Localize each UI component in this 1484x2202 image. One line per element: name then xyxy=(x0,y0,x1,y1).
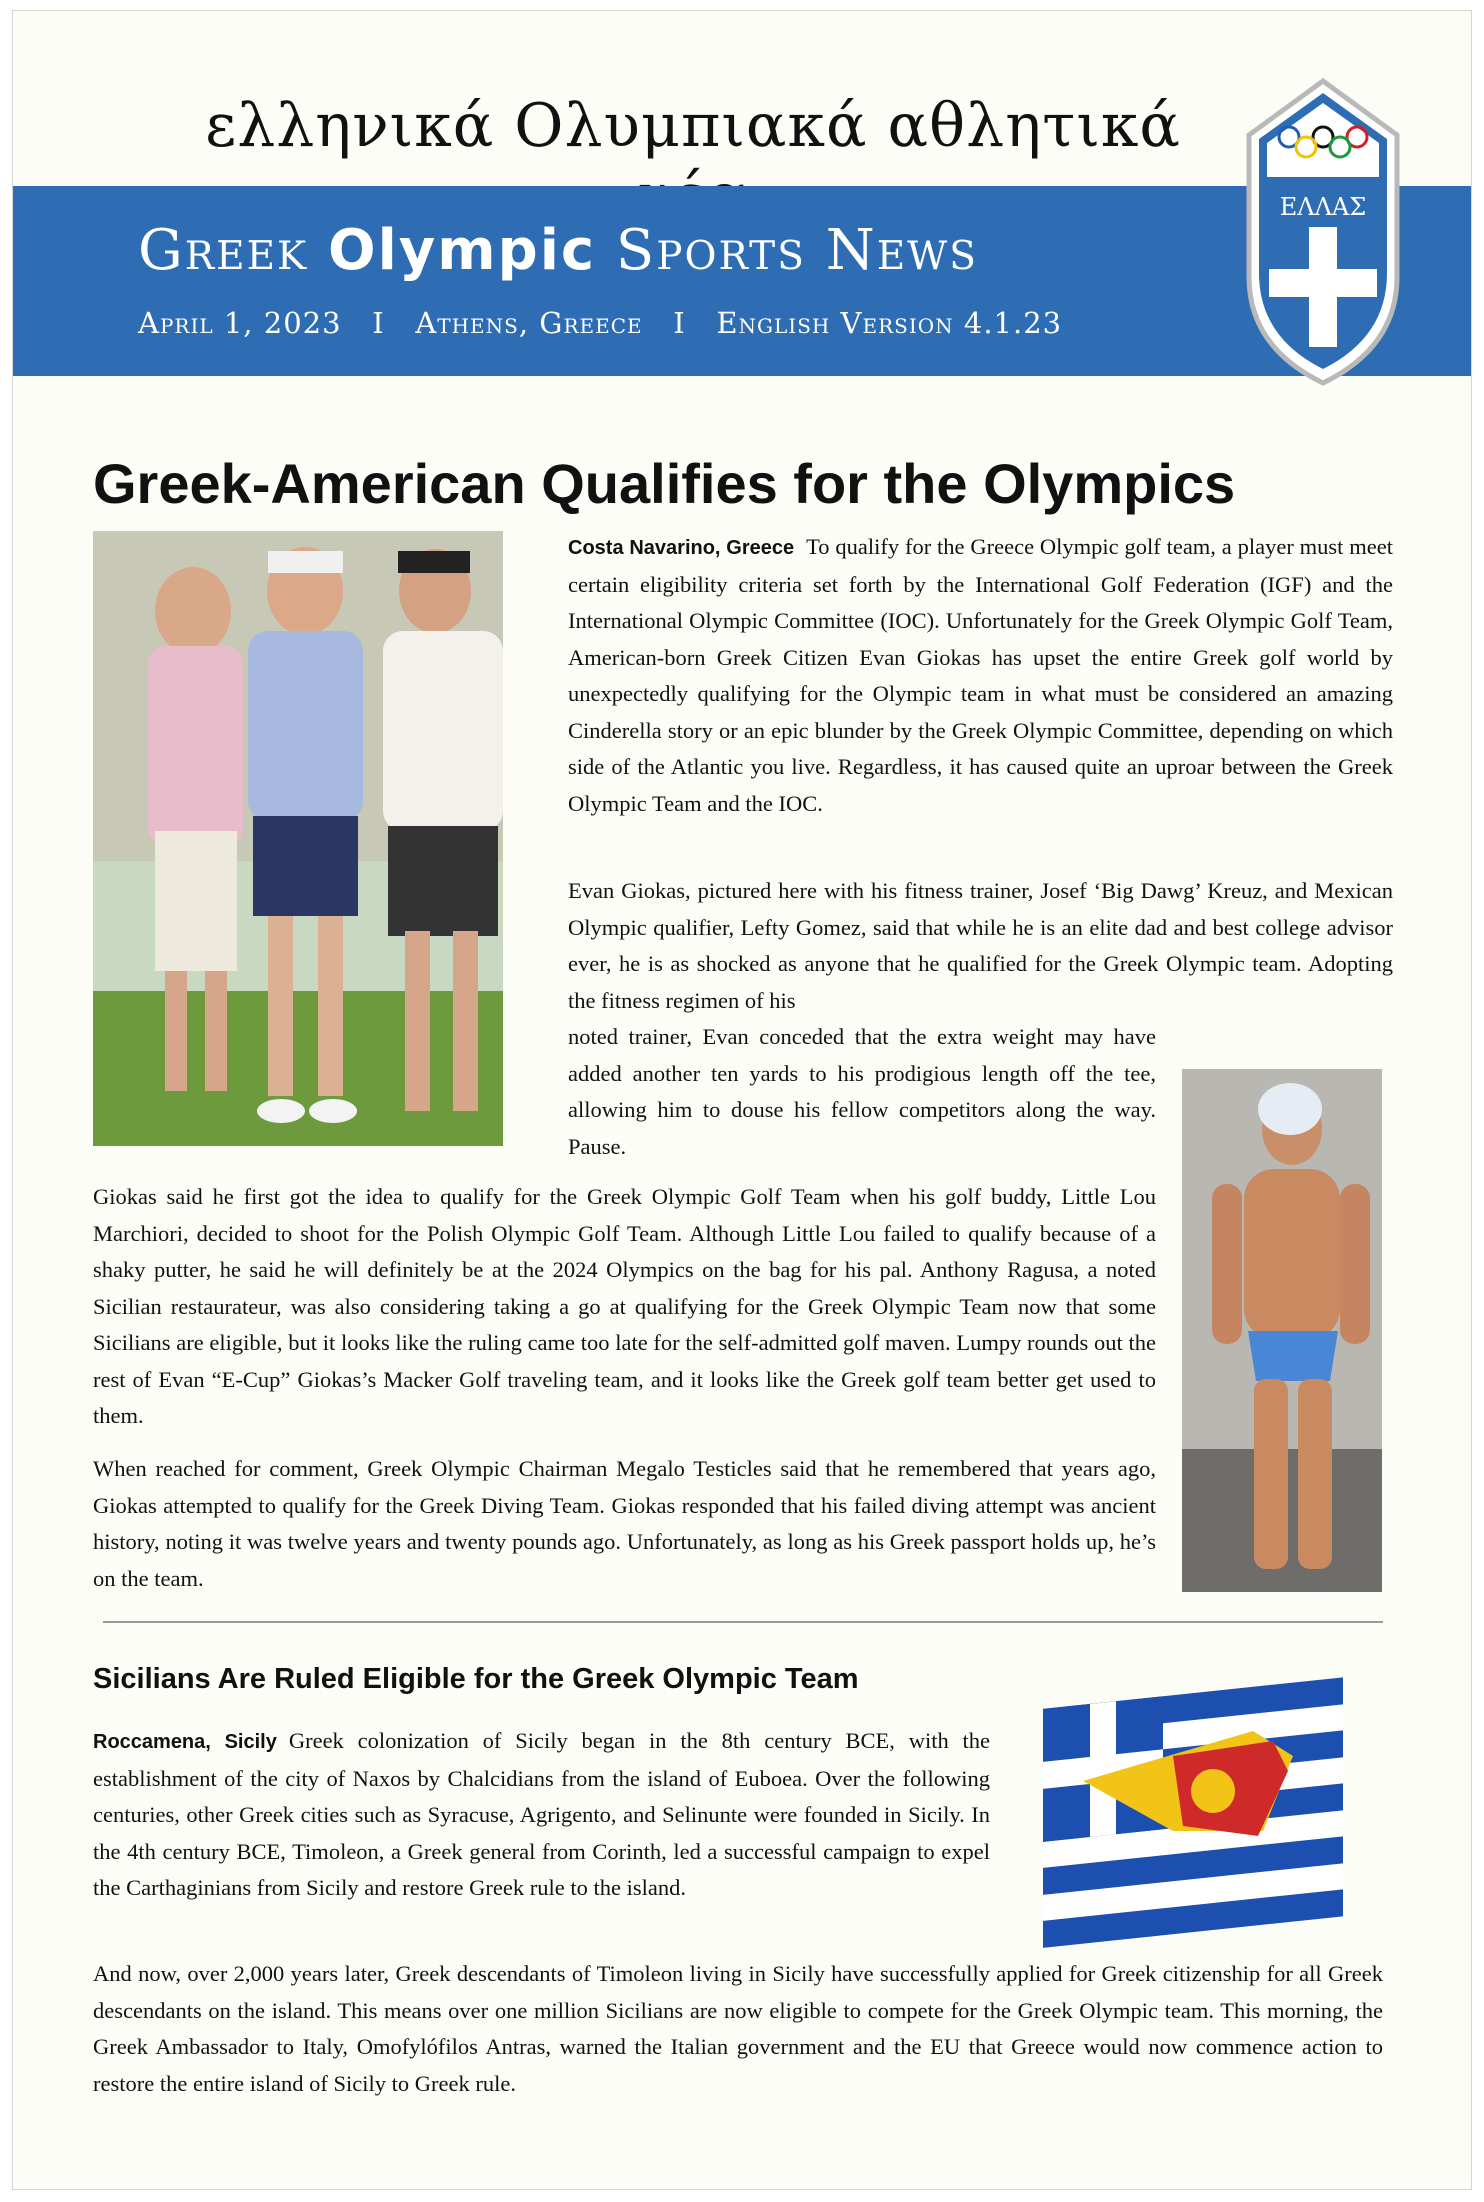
article2-paragraph-2: And now, over 2,000 years later, Greek descendants of Timoleon living in Sicily have successfully applied for Greek citizenship for all Greek descendants on the island. This means over one million Sicilians are now eligible to compete for the Greek Olympic team. This morning, the Greek Ambassador to Italy, Omofylófilos Antras, warned the Italian government and the EU that Greece would now commence action to restore the entire island of Sicily to Greek rule. xyxy=(93,1961,1383,2096)
article2-paragraph-1 xyxy=(93,1723,990,1907)
article1-headline: Greek-American Qualifies for the Olympics xyxy=(93,452,1236,515)
golfers-photo xyxy=(93,531,503,1146)
article1-p1-text: To qualify for the Greece Olympic golf team, a player must meet certain eligibility criteria set forth by the International Golf Federation (IGF) and the International Olympic Committee (IOC). Unfortunately for the Greek Olympic Golf Team, American-born Greek Citizen Evan Giokas has upset the entire Greek golf world by unexpectedly qualifying for the Olympic team in what must be considered an amazing Cinderella story or an epic blunder by the Greek Olympic Committee, depending on which side of the Atlantic you live. Regardless, it has caused quite an uproar between the Greek Olympic Team and the IOC. xyxy=(568,534,1394,816)
masthead-title-post: Sports News xyxy=(596,218,978,283)
article1-paragraph-1 xyxy=(568,529,1393,822)
masthead-title-bold: Olympic xyxy=(327,218,597,283)
article2-dateline: Roccamena, Sicily xyxy=(93,1731,277,1753)
article1-dateline: Costa Navarino, Greece xyxy=(568,537,795,559)
article1-paragraph-3: Giokas said he first got the idea to qualify for the Greek Olympic Golf Team when his golf buddy, Little Lou Marchiori, decided to shoot for the Polish Olympic Golf Team. Although Little Lou failed to qualify because of a shaky putter, he said he will definitely be at the 2024 Olympics on the bag for his pal. Anthony Ragusa, a noted Sicilian restaurateur, was also considering taking a go at qualifying for the Greek Olympic Team now that some Sicilians are eligible, but it looks like the ruling came too late for the self-admitted golf maven. Lumpy rounds out the rest of Evan “E-Cup” Giokas’s Macker Golf traveling team, and it looks like the Greek golf team better get used to them. xyxy=(93,1184,1156,1428)
article1-paragraph-4: When reached for comment, Greek Olympic Chairman Megalo Testicles said that he remembered that years ago, Giokas attempted to qualify for the Greek Diving Team. Giokas responded that his failed diving attempt was ancient history, noting it was twelve years and twenty pounds ago. Unfortunately, as long as his Greek passport holds up, he’s on the team. xyxy=(93,1456,1156,1591)
masthead-title xyxy=(138,218,1168,283)
article2-p1-text: Greek colonization of Sicily began in the 8th century BCE, with the establishment of the city of Naxos by Chalcidians from the island of Euboea. Over the following centuries, other Greek cities such as Syracuse, Agrigento, and Selinunte were founded in Sicily. In the 4th century BCE, Timoleon, a Greek general from Corinth, led a successful campaign to expel the Carthaginians from Sicily and restore Greek rule to the island. xyxy=(93,1728,990,1900)
masthead-title-pre: Greek xyxy=(138,218,328,283)
section-divider xyxy=(103,1621,1383,1623)
newsletter-page xyxy=(12,10,1472,2190)
greek-title: ελληνικά Ολυμπιακά αθλητικά xyxy=(205,91,1181,161)
olympic-crest-icon xyxy=(1241,77,1405,387)
crest-text: ΕΛΛΑΣ xyxy=(1279,193,1367,221)
article2-headline: Sicilians Are Ruled Eligible for the Greek Olympic Team xyxy=(93,1663,859,1695)
article1-paragraph-2: Evan Giokas, pictured here with his fitness trainer, Josef ‘Big Dawg’ Kreuz, and Mexican Olympic qualifier, Lefty Gomez, said that while he is an elite dad and best college advisor ever, he is as shocked as anyone that he qualified for the Greek Olympic team. Adopting the fitness regimen of his xyxy=(568,878,1393,1013)
water-polo-player-photo xyxy=(1182,1069,1382,1592)
greek-sicilian-flag-image xyxy=(1023,1661,1353,1951)
masthead-subline: April 1, 2023 I Athens, Greece I English Version 4.1.23 xyxy=(138,306,1063,340)
article1-paragraph-2-cont: noted trainer, Evan conceded that the extra weight may have added another ten yards to his prodigious length off the tee, allowing him to douse his fellow competitors along the way. Pause. xyxy=(568,1024,1156,1159)
